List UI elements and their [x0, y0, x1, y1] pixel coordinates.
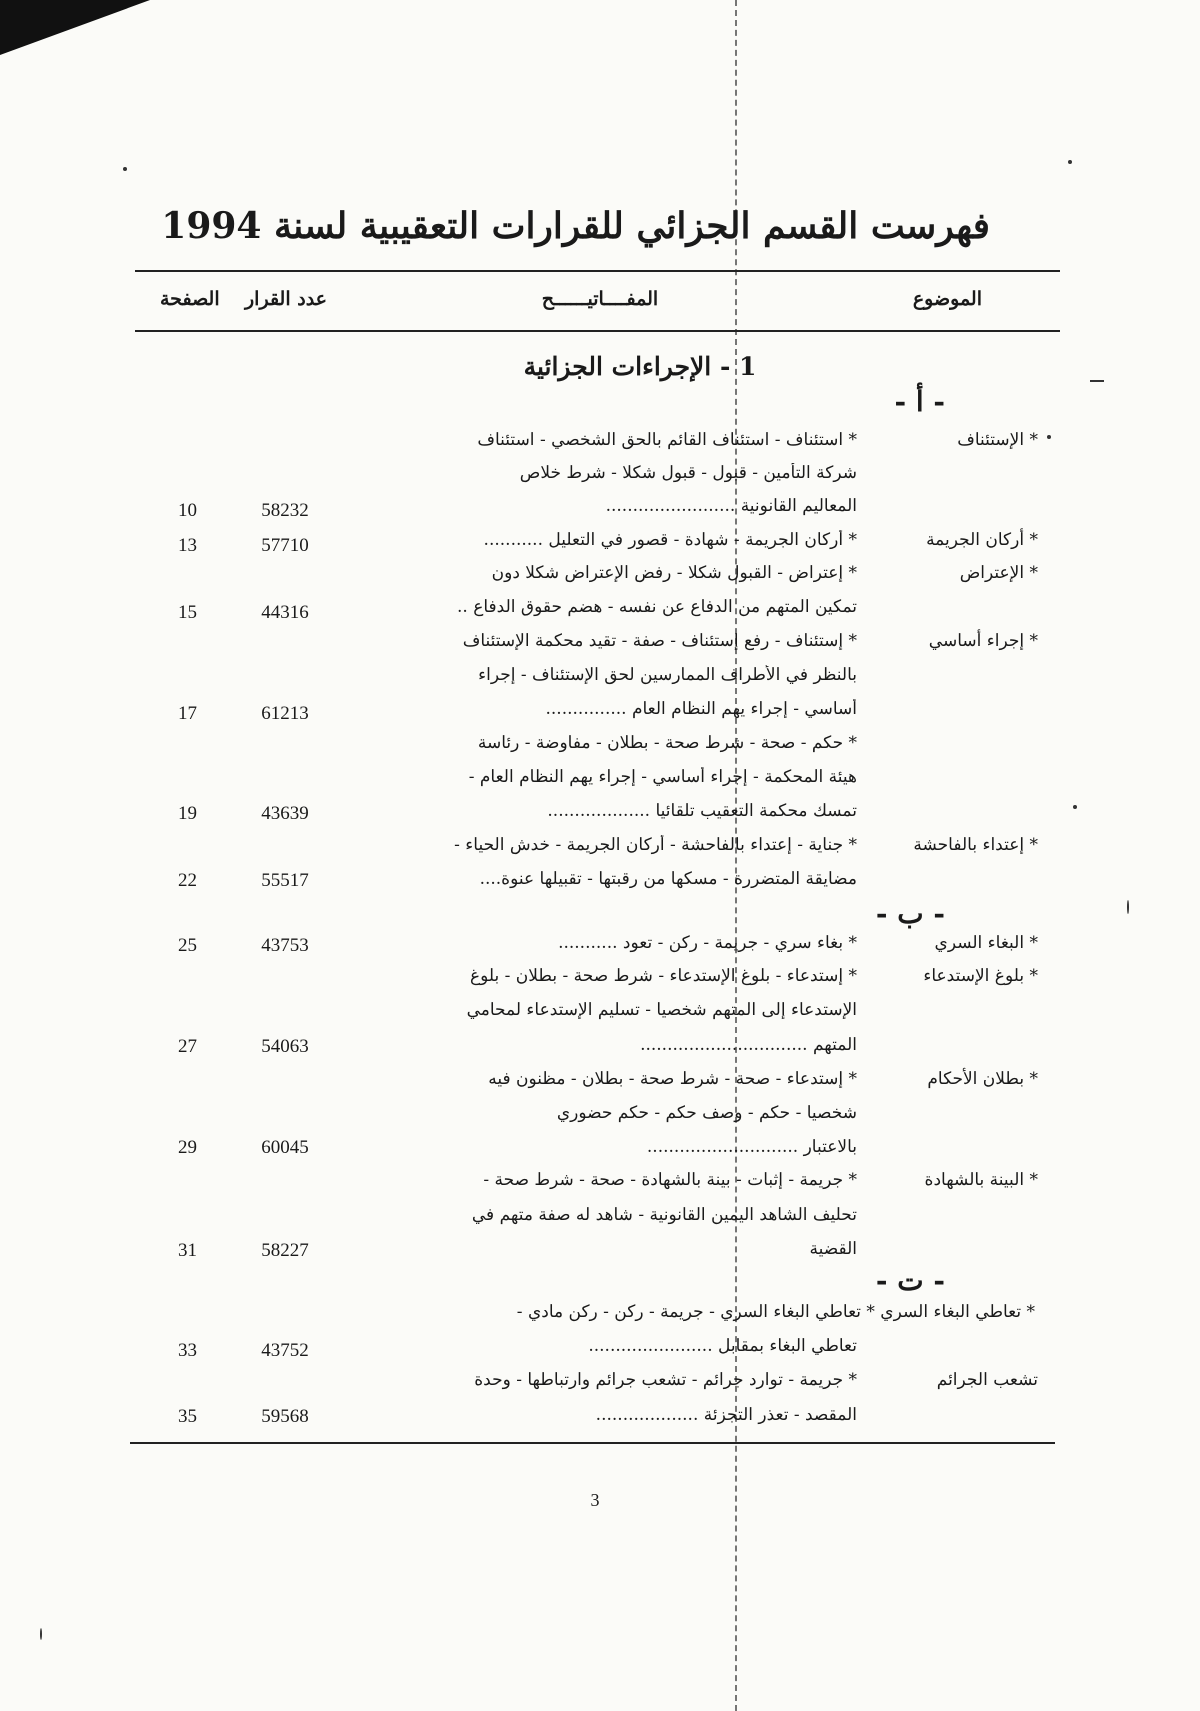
entry-keywords: بالنظر في الأطراف الممارسين لحق الإستئناف - إجراء — [478, 665, 857, 685]
entry-keywords: * أركان الجريمة - شهادة - قصور في التعليل ........... — [483, 530, 857, 550]
page-ref: 29 — [178, 1137, 197, 1158]
scan-corner-shadow — [0, 0, 150, 55]
entry-keywords: * تعاطي البغاء السري * تعاطي البغاء السري - جريمة - ركن - ركن مادي - — [516, 1302, 1035, 1322]
entry-topic: * البغاء السري — [934, 933, 1038, 953]
entry-keywords: مضايقة المتضررة - مسكها من رقبتها - تقبيلها عنوة.... — [479, 869, 857, 889]
letter-divider: - ب - — [875, 897, 945, 930]
page-ref: 31 — [178, 1240, 197, 1261]
page-ref: 25 — [178, 935, 197, 956]
decision-number: 57710 — [261, 535, 309, 556]
entry-keywords: القضية — [809, 1239, 857, 1259]
entry-keywords: * استئناف - استئناف القائم بالحق الشخصي - استئناف — [477, 430, 857, 450]
page-number: 3 — [590, 1490, 600, 1510]
entry-topic: * بلوغ الإستدعاء — [923, 966, 1038, 986]
entry-keywords: المقصد - تعذر التجزئة ................... — [595, 1405, 857, 1425]
decision-number: 58232 — [261, 500, 309, 521]
scan-speck — [123, 167, 127, 171]
entry-topic: * أركان الجريمة — [926, 530, 1038, 550]
page-ref: 27 — [178, 1036, 197, 1057]
decision-number: 44316 — [261, 602, 309, 623]
entry-topic: * البينة بالشهادة — [924, 1170, 1038, 1190]
letter-divider: - أ - — [894, 385, 945, 418]
decision-number: 59568 — [261, 1406, 309, 1427]
column-keywords: المفــــاتيــــــح — [541, 288, 659, 310]
page-ref: 15 — [178, 602, 197, 623]
decision-number: 60045 — [261, 1137, 309, 1158]
scan-speck — [1090, 380, 1104, 382]
decision-number: 43753 — [261, 935, 309, 956]
page-ref: 33 — [178, 1340, 197, 1361]
entry-keywords: المعاليم القانونية ........................ — [605, 496, 857, 516]
entry-keywords: * إستدعاء - صحة - شرط صحة - بطلان - مظنون فيه — [488, 1069, 857, 1089]
decision-number: 43752 — [261, 1340, 309, 1361]
scan-speck — [40, 1628, 42, 1640]
entry-keywords: * جريمة - توارد جرائم - تشعب جرائم وارتباطها - وحدة — [474, 1370, 857, 1390]
page-ref: 35 — [178, 1406, 197, 1427]
entry-keywords: تحليف الشاهد اليمين القانونية - شاهد له صفة متهم في — [471, 1205, 857, 1225]
entry-keywords: شركة التأمين - قبول - قبول شكلا - شرط خلاص — [519, 463, 857, 483]
entry-topic: * إعتداء بالفاحشة — [913, 835, 1038, 855]
scan-speck — [1127, 900, 1129, 914]
page-title: فهرست القسم الجزائي للقرارات التعقيبية لسنة 1994 — [161, 205, 990, 247]
entry-keywords: * إستدعاء - بلوغ الإستدعاء - شرط صحة - بطلان - بلوغ — [469, 966, 857, 986]
entry-keywords: أساسي - إجراء يهم النظام العام ............... — [545, 699, 857, 719]
entry-keywords: شخصيا - حكم - وصف حكم - حكم حضوري — [556, 1103, 857, 1123]
entry-topic: * بطلان الأحكام — [927, 1069, 1038, 1089]
scan-speck — [1047, 435, 1051, 439]
entry-keywords: هيئة المحكمة - إجراء أساسي - إجراء يهم النظام العام - — [468, 767, 857, 787]
page-ref: 19 — [178, 803, 197, 824]
entry-keywords: الإستدعاء إلى المتهم شخصيا - تسليم الإستدعاء لمحامي — [466, 1000, 857, 1020]
scan-speck — [1073, 805, 1077, 809]
section-heading: 1 - الإجراءات الجزائية — [523, 352, 757, 381]
entry-keywords: تمكين المتهم من الدفاع عن نفسه - هضم حقوق الدفاع .. — [456, 597, 857, 617]
letter-divider: - ت - — [875, 1264, 945, 1297]
decision-number: 54063 — [261, 1036, 309, 1057]
entry-keywords: * جريمة - إثبات - بينة بالشهادة - صحة - شرط صحة - — [483, 1170, 857, 1190]
entry-keywords: * إستئناف - رفع إستئناف - صفة - تقيد محكمة الإستئناف — [462, 631, 857, 651]
entry-keywords: تمسك محكمة التعقيب تلقائيا ................... — [547, 801, 857, 821]
entry-keywords: بالاعتبار ............................ — [646, 1137, 857, 1157]
footer-rule — [130, 1442, 1055, 1444]
entry-keywords: * حكم - صحة - شرط صحة - بطلان - مفاوضة - رئاسة — [477, 733, 857, 753]
entry-topic: * إجراء أساسي — [928, 631, 1038, 651]
column-decision: عدد القرار — [245, 288, 328, 310]
page-ref: 17 — [178, 703, 197, 724]
column-page: الصفحة — [160, 288, 220, 310]
scan-speck — [1068, 160, 1072, 164]
entry-topic: * الإعتراض — [959, 563, 1038, 583]
header-rule-top — [135, 270, 1060, 272]
entry-keywords: * بغاء سري - جريمة - ركن - تعود ........... — [558, 933, 857, 953]
entry-keywords: تعاطي البغاء بمقابل ....................... — [588, 1336, 857, 1356]
fold-line — [735, 0, 737, 1711]
page-ref: 10 — [178, 500, 197, 521]
page-ref: 13 — [178, 535, 197, 556]
entry-topic: * الإستئناف — [957, 430, 1038, 450]
page-ref: 22 — [178, 870, 197, 891]
decision-number: 55517 — [261, 870, 309, 891]
entry-topic: تشعب الجرائم — [936, 1370, 1038, 1390]
column-topic: الموضوع — [912, 288, 982, 310]
entry-keywords: المتهم ............................... — [640, 1035, 857, 1055]
entry-keywords: * إعتراض - القبول شكلا - رفض الإعتراض شكلا دون — [491, 563, 857, 583]
entry-keywords: * جناية - إعتداء بالفاحشة - أركان الجريمة - خدش الحياء - — [454, 835, 857, 855]
decision-number: 58227 — [261, 1240, 309, 1261]
decision-number: 43639 — [261, 803, 309, 824]
decision-number: 61213 — [261, 703, 309, 724]
header-rule-bottom — [135, 330, 1060, 332]
